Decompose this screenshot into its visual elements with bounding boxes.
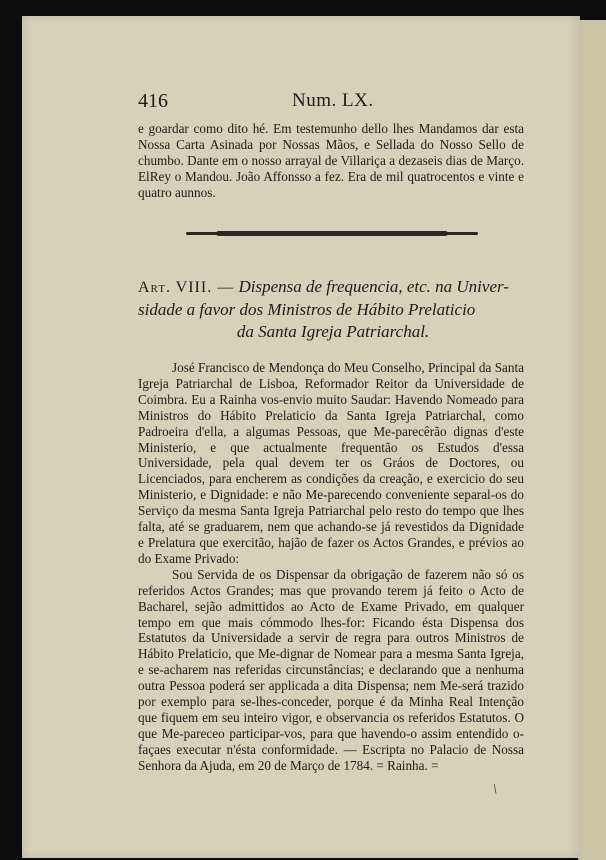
body-paragraph-1: José Francisco de Mendonça do Meu Conselho, Principal da Santa Igreja Patriarchal de Lisboa, Reformador Reitor da Universidade de Coimbra. Eu a Rainha vos-envio muito Saudar: Havendo Nomeado para Ministros do Hábito Prelaticio da Santa Igreja Patriarchal, como Padroeira d'ella, a algumas Pessoas, que Me-parecêrão dignas d'este Ministerio, e que actualmente frequentão os Estudos d'essa Universidade, pela qual devem ter os Gráos de Doctores, ou Licenciados, para encherem as condições da creação, e exercicio do seu Ministerio, e Dignidade: e não Me-parecendo conveniente separal-os do Serviço da mesma Santa Igreja Patriarchal pelo resto do tempo que lhes falta, até se graduarem, nem que achando-se já revestidos da Dignidade e Prelatura que exercitão, hajão de fazer os Actos Grandes, e prévios ao do Exame Privado: — [138, 360, 524, 566]
article-number: Art. VIII. — — [138, 279, 235, 296]
adjacent-page-edge — [578, 20, 606, 860]
continued-paragraph — [138, 121, 524, 201]
article-title-line2: sidade a favor dos Ministros de Hábito Prelaticio — [138, 300, 476, 319]
article-title-line3: da Santa Igreja Patriarchal. — [236, 322, 430, 341]
page-number: 416 — [138, 90, 168, 112]
continued-paragraph-text: e goardar como dito hé. Em testemunho dello lhes Mandamos dar esta Nossa Carta Asinada por Nossas Mãos, e Sellada do Nosso Sello de chumbo. Dante em o nosso arrayal de Villariça a dezaseis dias de Março. ElRey o Mandou. João Affonsso a fez. Era de mil quatrocentos e vinte e quatro aunnos. — [138, 121, 524, 200]
article-title — [138, 276, 528, 343]
article-title-line1: Dispensa de frequencia, etc. na Univer- — [238, 277, 509, 296]
page-header — [138, 90, 508, 120]
running-head: Num. LX. — [292, 90, 374, 111]
body-paragraph-2: Sou Servida de os Dispensar da obrigação de fazerem não só os referidos Actos Grandes; mas que provando terem já feito o Acto de Bacharel, sejão admittidos ao Acto de Exame Privado, em qualquer tempo em que mais cómmodo lhes-for: Ficando ésta Dispensa dos Estatutos da Universidade a servir de regra para outros Ministros de Hábito Prelaticio, que Me-dignar de Nomear para a mesma Santa Igreja, e se-acharem nas referidas circunstâncias; e declarando que a nenhuma outra Pessoa poderá ser applicada a dita Dispensa; nem Me-será trazido por exemplo para se-lhes-conceder, porque é da Minha Real Intenção que fiquem em seu inteiro vigor, e observancia os referidos Estatutos. O que Me-pareceo participar-vos, para que havendo-o assim entendido o-façaes executar n'ésta conformidade. — Escripta no Palacio de Nossa Senhora da Ajuda, em 20 de Março de 1784. = Rainha. = — [138, 566, 524, 773]
section-divider — [186, 232, 478, 235]
article-body — [138, 360, 524, 774]
pen-mark: / — [490, 782, 502, 798]
